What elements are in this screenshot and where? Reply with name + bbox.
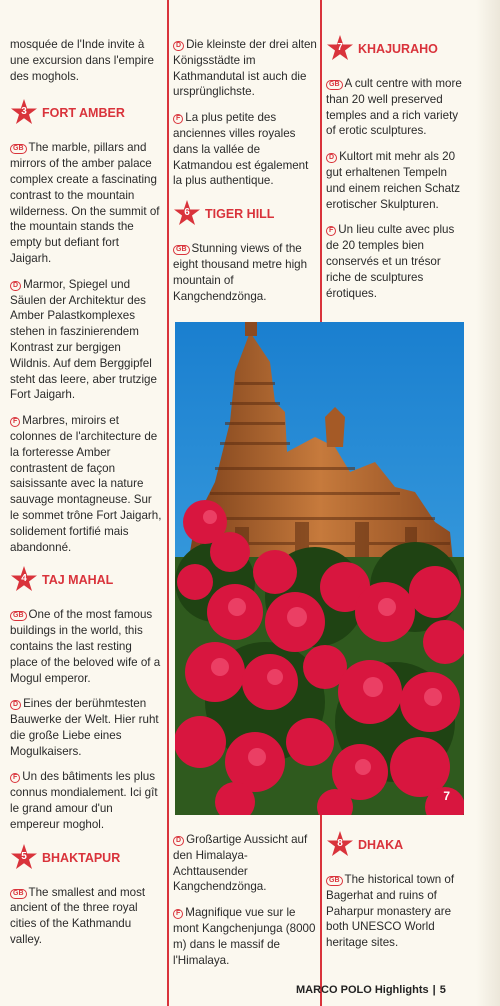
french-text: F Un lieu culte avec plus de 20 temples bien conservés et un trésor riche de sculptures érotiques.	[326, 223, 455, 300]
section-title: TIGER HILL	[205, 207, 275, 222]
highlight-number: 7	[337, 42, 343, 53]
column-2-bottom	[173, 832, 319, 978]
section-heading-khajuraho	[326, 34, 466, 66]
section-title: KHAJURAHO	[358, 42, 438, 56]
column-rule-1	[167, 0, 169, 1006]
highlight-number: 8	[337, 838, 343, 849]
highlight-number: 5	[21, 850, 27, 862]
language-badge-gb: GB	[173, 245, 190, 255]
language-badge-f: F	[10, 773, 20, 783]
language-badge-gb: GB	[10, 889, 27, 899]
language-badge-f: F	[173, 114, 183, 124]
column-2	[173, 0, 319, 314]
section-heading-bhaktapur	[10, 843, 162, 875]
french-text: F Un des bâtiments les plus connus mondialement. Ici gît le grand amour d'un empereur moghol.	[10, 770, 158, 831]
section-heading-fort-amber	[10, 98, 162, 130]
language-badge-d: D	[10, 700, 21, 710]
language-badge-d: D	[326, 153, 337, 163]
german-text: D Großartige Aussicht auf den Himalaya- Achttausender Kangchendzönga.	[173, 833, 308, 894]
temple-photo	[175, 322, 464, 815]
section-heading-dhaka	[326, 830, 466, 862]
language-badge-gb: GB	[10, 144, 27, 154]
german-text: D Marmor, Spiegel und Säulen der Architektur des Amber Palastkomplexes stehen in faszinierendem Kontrast zur bergigen Wildnis. Auf dem Berggipfel steht das leere, aber trutzige Fort Jaigarh.	[10, 277, 157, 402]
column-3	[326, 0, 466, 311]
english-text: GB A cult centre with more than 20 well preserved temples and a rich variety of erotic sculptures.	[326, 77, 462, 138]
language-badge-gb: GB	[326, 80, 343, 90]
section-title: BHAKTAPUR	[42, 850, 121, 865]
column-1	[10, 0, 162, 958]
english-text: GB The historical town of Bagerhat and ruins of Paharpur monastery are both UNESCO World heritage sites.	[326, 873, 455, 950]
french-text: F Magnifique vue sur le mont Kangchenjunga (8000 m) dans le massif de l'Himalaya.	[173, 906, 316, 967]
english-text: GB One of the most famous buildings in the world, this contains the last resting place of the beloved wife of a Mogul emperor.	[10, 608, 161, 685]
footer-label: MARCO POLO Highlights	[296, 984, 429, 996]
english-text: GB Stunning views of the eight thousand metre high mountain of Kangchendzönga.	[173, 242, 308, 303]
german-text: D Die kleinste der drei alten Königsstädte im Kathmandutal ist auch die ursprünglichste.	[173, 38, 317, 99]
german-text: D Kultort mit mehr als 20 gut erhaltenen Tempeln und einem reichen Schatz erotischer Skulpturen.	[326, 150, 461, 211]
language-badge-d: D	[10, 281, 21, 291]
highlight-number: 4	[21, 573, 27, 585]
section-heading-tiger-hill	[173, 199, 319, 231]
language-badge-gb: GB	[326, 876, 343, 886]
language-badge-f: F	[173, 909, 183, 919]
highlight-number: 3	[21, 106, 27, 118]
language-badge-d: D	[173, 41, 184, 51]
page-edge	[476, 0, 500, 1006]
english-text: GB The marble, pillars and mirrors of the amber palace complex create a fascinating contrast to the mountain wilderness. On the summit of the mountain stands the empty but defiant fort Jaigarh.	[10, 141, 160, 265]
german-text: D Eines der berühmtesten Bauwerke der Welt. Hier ruht die große Liebe eines Mogulkaisers.	[10, 697, 159, 758]
section-heading-taj-mahal	[10, 565, 162, 597]
page-footer	[296, 984, 466, 996]
section-title: FORT AMBER	[42, 106, 125, 121]
french-text: F Marbres, miroirs et colonnes de l'architecture de la forteresse Amber contrastent de façon saisissante avec la nature sauvage montagneuse. Sur le sommet trône Fort Jaigarh, solidement fortifié mais abandonné.	[10, 414, 162, 554]
section-title: DHAKA	[358, 838, 404, 852]
intro-text: mosquée de l'Inde invite à une excursion dans l'empire des moghols.	[10, 38, 154, 83]
language-badge-f: F	[10, 417, 20, 427]
language-badge-f: F	[326, 226, 336, 236]
temple-illustration	[175, 322, 464, 815]
language-badge-d: D	[173, 836, 184, 846]
language-badge-gb: GB	[10, 611, 27, 621]
photo-number: 7	[443, 789, 450, 803]
footer-separator: |	[432, 984, 436, 996]
french-text: F La plus petite des anciennes villes royales dans la vallée de Katmandou est également la plus authentique.	[173, 111, 309, 188]
column-3-bottom	[326, 826, 466, 961]
highlight-number: 6	[184, 207, 190, 219]
page-number: 5	[439, 984, 446, 996]
english-text: GB The smallest and most ancient of the three royal cities of the Kathmandu valley.	[10, 885, 146, 947]
section-title: TAJ MAHAL	[42, 573, 114, 588]
